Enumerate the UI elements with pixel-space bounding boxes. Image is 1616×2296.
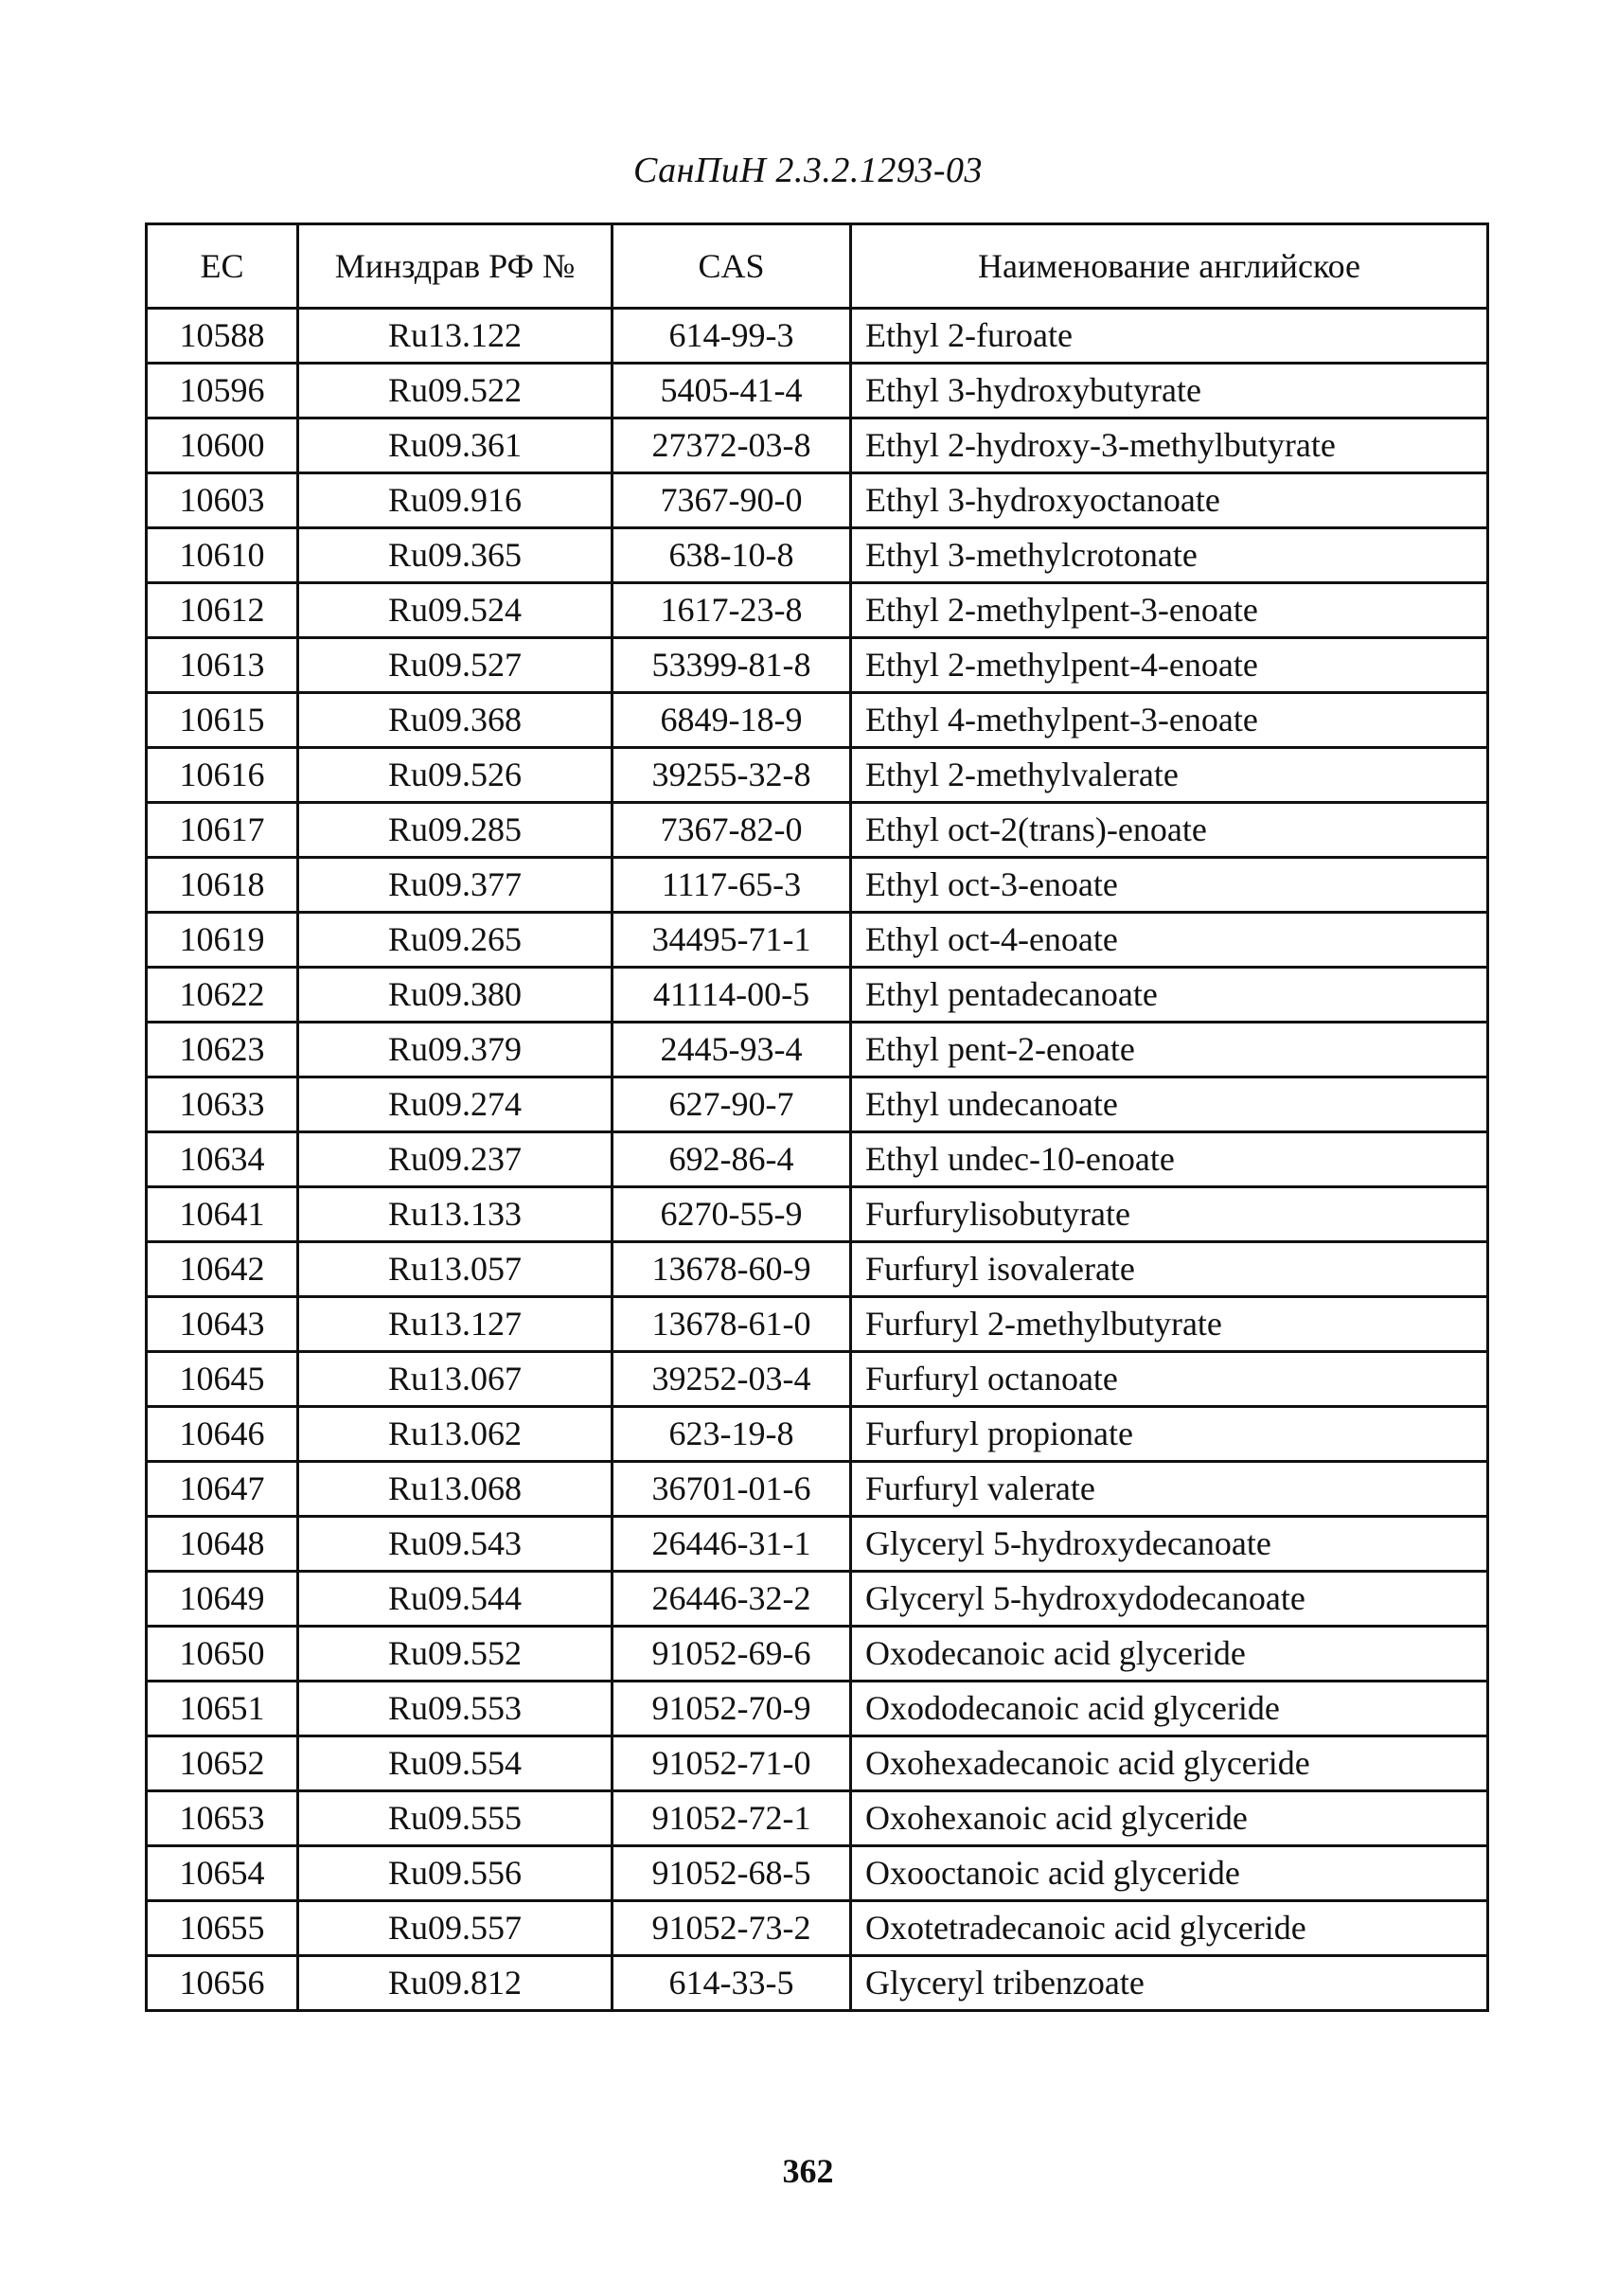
table-row	[147, 1791, 1488, 1846]
table-row	[147, 1901, 1488, 1956]
cell-minzdrav: Ru09.365	[298, 528, 613, 583]
cell-cas: 1117-65-3	[613, 858, 851, 913]
cell-ec: 10600	[147, 418, 298, 473]
cell-ec: 10643	[147, 1297, 298, 1352]
table-row	[147, 1187, 1488, 1242]
cell-ec: 10656	[147, 1956, 298, 2011]
cell-english-name: Ethyl 3-hydroxybutyrate	[851, 364, 1488, 418]
cell-cas: 6270-55-9	[613, 1187, 851, 1242]
cell-ec: 10613	[147, 638, 298, 693]
table-row	[147, 1132, 1488, 1187]
cell-cas: 53399-81-8	[613, 638, 851, 693]
cell-english-name: Ethyl 2-methylpent-3-enoate	[851, 583, 1488, 638]
cell-cas: 2445-93-4	[613, 1023, 851, 1077]
cell-english-name: Ethyl oct-4-enoate	[851, 913, 1488, 968]
cell-english-name: Oxohexanoic acid glyceride	[851, 1791, 1488, 1846]
table-row	[147, 1736, 1488, 1791]
cell-minzdrav: Ru13.057	[298, 1242, 613, 1297]
table-row	[147, 309, 1488, 364]
cell-english-name: Oxooctanoic acid glyceride	[851, 1846, 1488, 1901]
cell-ec: 10596	[147, 364, 298, 418]
cell-cas: 39252-03-4	[613, 1352, 851, 1407]
cell-cas: 5405-41-4	[613, 364, 851, 418]
cell-cas: 26446-31-1	[613, 1517, 851, 1572]
substances-table	[145, 222, 1489, 2012]
cell-minzdrav: Ru09.556	[298, 1846, 613, 1901]
cell-english-name: Furfuryl octanoate	[851, 1352, 1488, 1407]
cell-minzdrav: Ru09.812	[298, 1956, 613, 2011]
cell-minzdrav: Ru09.285	[298, 803, 613, 858]
table-row	[147, 583, 1488, 638]
cell-cas: 39255-32-8	[613, 748, 851, 803]
cell-english-name: Glyceryl 5-hydroxydecanoate	[851, 1517, 1488, 1572]
cell-english-name: Ethyl pentadecanoate	[851, 968, 1488, 1023]
cell-minzdrav: Ru13.062	[298, 1407, 613, 1462]
cell-cas: 91052-72-1	[613, 1791, 851, 1846]
table-row	[147, 1023, 1488, 1077]
table-row	[147, 1077, 1488, 1132]
cell-ec: 10651	[147, 1682, 298, 1736]
table-row	[147, 638, 1488, 693]
table-row	[147, 1627, 1488, 1682]
cell-ec: 10619	[147, 913, 298, 968]
cell-ec: 10617	[147, 803, 298, 858]
table-row	[147, 968, 1488, 1023]
table-row	[147, 1352, 1488, 1407]
cell-ec: 10603	[147, 473, 298, 528]
cell-english-name: Ethyl 3-methylcrotonate	[851, 528, 1488, 583]
cell-english-name: Ethyl 2-methylpent-4-enoate	[851, 638, 1488, 693]
cell-ec: 10654	[147, 1846, 298, 1901]
cell-english-name: Oxohexadecanoic acid glyceride	[851, 1736, 1488, 1791]
cell-minzdrav: Ru09.552	[298, 1627, 613, 1682]
cell-minzdrav: Ru09.544	[298, 1572, 613, 1627]
cell-minzdrav: Ru13.067	[298, 1352, 613, 1407]
table-row	[147, 364, 1488, 418]
cell-cas: 623-19-8	[613, 1407, 851, 1462]
cell-minzdrav: Ru09.527	[298, 638, 613, 693]
cell-minzdrav: Ru09.379	[298, 1023, 613, 1077]
cell-cas: 13678-61-0	[613, 1297, 851, 1352]
table-row	[147, 1682, 1488, 1736]
table-row	[147, 528, 1488, 583]
cell-english-name: Ethyl 2-furoate	[851, 309, 1488, 364]
cell-cas: 34495-71-1	[613, 913, 851, 968]
cell-english-name: Glyceryl tribenzoate	[851, 1956, 1488, 2011]
cell-english-name: Furfurylisobutyrate	[851, 1187, 1488, 1242]
cell-ec: 10650	[147, 1627, 298, 1682]
cell-ec: 10610	[147, 528, 298, 583]
table-row	[147, 1462, 1488, 1517]
cell-ec: 10648	[147, 1517, 298, 1572]
cell-english-name: Ethyl 4-methylpent-3-enoate	[851, 693, 1488, 748]
table-row	[147, 913, 1488, 968]
cell-english-name: Furfuryl propionate	[851, 1407, 1488, 1462]
cell-minzdrav: Ru09.553	[298, 1682, 613, 1736]
cell-ec: 10633	[147, 1077, 298, 1132]
cell-cas: 91052-71-0	[613, 1736, 851, 1791]
table-row	[147, 748, 1488, 803]
cell-minzdrav: Ru09.377	[298, 858, 613, 913]
cell-ec: 10655	[147, 1901, 298, 1956]
cell-ec: 10622	[147, 968, 298, 1023]
column-header-ec: EC	[147, 224, 298, 309]
cell-ec: 10645	[147, 1352, 298, 1407]
cell-minzdrav: Ru13.133	[298, 1187, 613, 1242]
table-row	[147, 473, 1488, 528]
cell-ec: 10618	[147, 858, 298, 913]
cell-minzdrav: Ru09.555	[298, 1791, 613, 1846]
cell-ec: 10616	[147, 748, 298, 803]
cell-cas: 91052-73-2	[613, 1901, 851, 1956]
cell-english-name: Ethyl undecanoate	[851, 1077, 1488, 1132]
column-header-minzdrav: Минздрав РФ №	[298, 224, 613, 309]
cell-cas: 13678-60-9	[613, 1242, 851, 1297]
cell-cas: 27372-03-8	[613, 418, 851, 473]
cell-cas: 692-86-4	[613, 1132, 851, 1187]
cell-cas: 614-99-3	[613, 309, 851, 364]
cell-minzdrav: Ru13.127	[298, 1297, 613, 1352]
cell-cas: 627-90-7	[613, 1077, 851, 1132]
table-body	[147, 309, 1488, 2011]
cell-minzdrav: Ru13.068	[298, 1462, 613, 1517]
table-header	[147, 224, 1488, 309]
page-number: 362	[782, 2152, 834, 2190]
cell-minzdrav: Ru09.557	[298, 1901, 613, 1956]
column-header-cas: CAS	[613, 224, 851, 309]
cell-ec: 10642	[147, 1242, 298, 1297]
cell-ec: 10623	[147, 1023, 298, 1077]
cell-minzdrav: Ru09.543	[298, 1517, 613, 1572]
table-row	[147, 1407, 1488, 1462]
cell-ec: 10615	[147, 693, 298, 748]
cell-ec: 10588	[147, 309, 298, 364]
table-row	[147, 858, 1488, 913]
cell-english-name: Ethyl 2-methylvalerate	[851, 748, 1488, 803]
table-row	[147, 1297, 1488, 1352]
cell-ec: 10649	[147, 1572, 298, 1627]
cell-minzdrav: Ru09.526	[298, 748, 613, 803]
document-title: СанПиН 2.3.2.1293-03	[633, 151, 983, 190]
cell-english-name: Ethyl undec-10-enoate	[851, 1132, 1488, 1187]
cell-english-name: Ethyl 2-hydroxy-3-methylbutyrate	[851, 418, 1488, 473]
cell-minzdrav: Ru09.361	[298, 418, 613, 473]
cell-cas: 6849-18-9	[613, 693, 851, 748]
cell-cas: 91052-69-6	[613, 1627, 851, 1682]
table-row	[147, 1846, 1488, 1901]
cell-english-name: Ethyl oct-2(trans)-enoate	[851, 803, 1488, 858]
cell-ec: 10653	[147, 1791, 298, 1846]
cell-ec: 10634	[147, 1132, 298, 1187]
table-header-row	[147, 224, 1488, 309]
cell-english-name: Glyceryl 5-hydroxydodecanoate	[851, 1572, 1488, 1627]
table-row	[147, 803, 1488, 858]
cell-ec: 10641	[147, 1187, 298, 1242]
cell-minzdrav: Ru09.916	[298, 473, 613, 528]
cell-ec: 10612	[147, 583, 298, 638]
cell-minzdrav: Ru09.237	[298, 1132, 613, 1187]
cell-cas: 41114-00-5	[613, 968, 851, 1023]
cell-cas: 614-33-5	[613, 1956, 851, 2011]
table-row	[147, 693, 1488, 748]
cell-cas: 7367-90-0	[613, 473, 851, 528]
cell-minzdrav: Ru09.274	[298, 1077, 613, 1132]
cell-cas: 7367-82-0	[613, 803, 851, 858]
cell-minzdrav: Ru09.524	[298, 583, 613, 638]
cell-english-name: Oxodecanoic acid glyceride	[851, 1627, 1488, 1682]
cell-english-name: Oxotetradecanoic acid glyceride	[851, 1901, 1488, 1956]
column-header-english-name: Наименование английское	[851, 224, 1488, 309]
cell-english-name: Furfuryl 2-methylbutyrate	[851, 1297, 1488, 1352]
cell-cas: 91052-70-9	[613, 1682, 851, 1736]
cell-english-name: Ethyl pent-2-enoate	[851, 1023, 1488, 1077]
cell-ec: 10652	[147, 1736, 298, 1791]
cell-minzdrav: Ru09.380	[298, 968, 613, 1023]
cell-english-name: Furfuryl valerate	[851, 1462, 1488, 1517]
cell-minzdrav: Ru09.368	[298, 693, 613, 748]
cell-minzdrav: Ru09.265	[298, 913, 613, 968]
cell-minzdrav: Ru09.554	[298, 1736, 613, 1791]
cell-cas: 91052-68-5	[613, 1846, 851, 1901]
table-row	[147, 1572, 1488, 1627]
table-row	[147, 418, 1488, 473]
cell-english-name: Furfuryl isovalerate	[851, 1242, 1488, 1297]
cell-cas: 36701-01-6	[613, 1462, 851, 1517]
cell-cas: 26446-32-2	[613, 1572, 851, 1627]
cell-english-name: Ethyl oct-3-enoate	[851, 858, 1488, 913]
cell-minzdrav: Ru13.122	[298, 309, 613, 364]
cell-ec: 10646	[147, 1407, 298, 1462]
cell-cas: 638-10-8	[613, 528, 851, 583]
cell-english-name: Ethyl 3-hydroxyoctanoate	[851, 473, 1488, 528]
table-row	[147, 1517, 1488, 1572]
cell-ec: 10647	[147, 1462, 298, 1517]
table-row	[147, 1956, 1488, 2011]
table-row	[147, 1242, 1488, 1297]
cell-cas: 1617-23-8	[613, 583, 851, 638]
cell-english-name: Oxododecanoic acid glyceride	[851, 1682, 1488, 1736]
cell-minzdrav: Ru09.522	[298, 364, 613, 418]
